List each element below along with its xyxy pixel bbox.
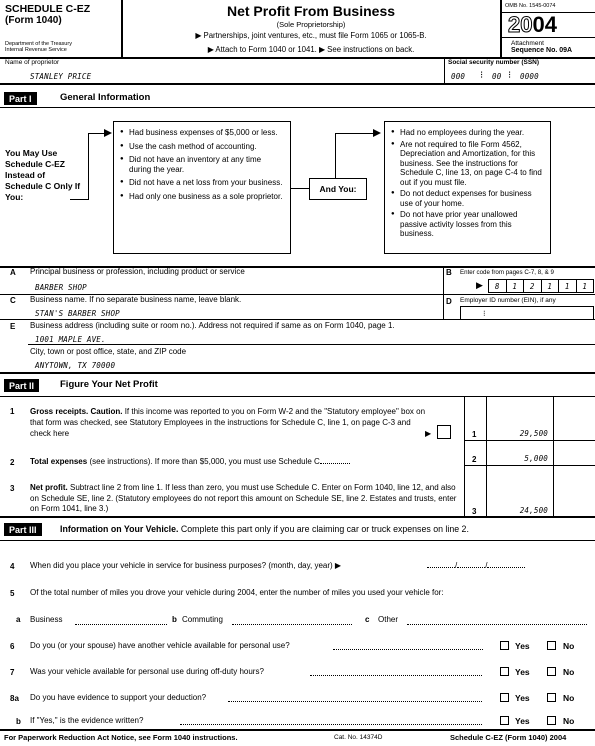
sequence-number: Sequence No. 09A (511, 47, 573, 54)
city-label: City, town or post office, state, and ZIP code (30, 347, 187, 356)
condition-item: ● Use the cash method of accounting. (120, 142, 284, 152)
line1-number: 1 (10, 407, 15, 416)
line2-text-bold: Total expenses (30, 457, 88, 466)
attachment-label: Attachment (511, 40, 544, 47)
line1-text (30, 406, 426, 439)
line3-number: 3 (10, 484, 15, 493)
business-code-digit: 1 (542, 280, 560, 292)
form-reference: (Form 1040) (5, 15, 62, 26)
line6-yes-checkbox[interactable] (500, 641, 509, 650)
line8b-no-label: No (563, 716, 575, 726)
line6-number: 6 (10, 642, 15, 651)
city-state-zip-field[interactable]: ANYTOWN, TX 70000 (35, 361, 116, 370)
conditions-list-b (391, 128, 544, 239)
line7-no-checkbox[interactable] (547, 667, 556, 676)
other-miles-field[interactable] (407, 615, 587, 627)
line7-yes-label: Yes (515, 667, 530, 677)
line1-box-number: 1 (472, 430, 477, 439)
line8b-leader (180, 716, 482, 727)
line-a-label: Principal business or profession, including product or service (30, 267, 245, 276)
line-b-letter: B (446, 268, 452, 277)
conditions-box-b (384, 121, 551, 254)
line3-text (30, 483, 462, 515)
line2-leader (320, 463, 350, 464)
ssn-part1[interactable]: 000 (451, 72, 466, 81)
conditions-list-a (120, 128, 284, 201)
line2-number: 2 (10, 458, 15, 467)
business-code-digit: 1 (582, 282, 588, 291)
business-name-field[interactable]: STAN'S BARBER SHOP (35, 309, 120, 318)
line6-no-label: No (563, 641, 575, 651)
line8b-yes-checkbox[interactable] (500, 716, 509, 725)
line6-leader (333, 641, 483, 652)
line8b-number: b (16, 717, 21, 726)
tax-year-bold: 04 (532, 12, 557, 37)
line-d-letter: D (446, 297, 452, 306)
condition-item: ● Did not have an inventory at any time during the year. (120, 155, 284, 174)
line8a-yes-checkbox[interactable] (500, 693, 509, 702)
line8a-no-checkbox[interactable] (547, 693, 556, 702)
schedule-name: SCHEDULE C-EZ (5, 3, 91, 15)
ein-field[interactable]: ⁝ (460, 306, 594, 319)
line8a-yes-label: Yes (515, 693, 530, 703)
department-label: Department of the Treasury (5, 41, 72, 47)
line6-no-checkbox[interactable] (547, 641, 556, 650)
line-d-label: Employer ID number (EIN), if any (460, 297, 556, 304)
proprietor-name-field[interactable]: STANLEY PRICE (30, 72, 92, 81)
ssn-separator: ⁝ (508, 70, 512, 81)
line5-text: Of the total number of miles you drove your vehicle during 2004, enter the number of miles you used your vehicle for: (30, 588, 444, 597)
line2-text-body: (see instructions). If more than $5,000, you must use Schedule C (89, 457, 320, 466)
line8b-no-checkbox[interactable] (547, 716, 556, 725)
irs-label: Internal Revenue Service (5, 47, 67, 53)
line8a-text: Do you have evidence to support your deduction? (30, 693, 207, 702)
part2-tab: Part II (4, 379, 39, 392)
proprietor-name-label: Name of proprietor (5, 59, 60, 66)
omb-number: OMB No. 1545-0074 (505, 3, 556, 9)
line5a-label: Business (30, 615, 63, 624)
line3-text-body: Subtract line 2 from line 1. If less than zero, you must use Schedule C. Enter on Form 1040, line 12, and also on Schedule SE, line 2. (Statutory employees do not report this amount on Schedule SE, line 2. Estates and trusts, enter on Form 1041, line 3.) (30, 483, 457, 513)
line2-box-number: 2 (472, 455, 477, 464)
total-expenses-amount[interactable]: 5,000 (524, 454, 548, 463)
line8a-leader (228, 693, 482, 704)
net-profit-amount[interactable]: 24,500 (519, 506, 548, 515)
line2-text (30, 457, 460, 467)
arrow-right-icon: ▶ (425, 429, 432, 438)
line5b-letter: b (172, 615, 177, 624)
part3-tab: Part III (4, 523, 42, 536)
line8b-yes-label: Yes (515, 716, 530, 726)
condition-item: ● Had no employees during the year. (391, 128, 544, 138)
business-code-box[interactable] (488, 279, 594, 293)
business-code-digit: 1 (507, 280, 525, 292)
ssn-label: Social security number (SSN) (448, 59, 540, 66)
paperwork-notice: For Paperwork Reduction Act Notice, see Form 1040 instructions. (4, 733, 238, 742)
eligibility-intro: You May Use Schedule C-EZ Instead of Schedule C Only If You: (5, 148, 81, 202)
ssn-part2[interactable]: 00 (492, 72, 502, 81)
line7-number: 7 (10, 668, 15, 677)
principal-business-field[interactable]: BARBER SHOP (35, 283, 87, 292)
condition-item: ● Had only one business as a sole proprietor. (120, 192, 284, 202)
and-you-label: And You: (319, 184, 357, 194)
line4-number: 4 (10, 562, 15, 571)
attach-instruction: ▶ Attach to Form 1040 or 1041. ▶ See instructions on back. (207, 45, 415, 54)
arrow-icon (373, 129, 381, 137)
line8b-text: If "Yes," is the evidence written? (30, 716, 144, 725)
business-code-digit: 2 (524, 280, 542, 292)
line6-text: Do you (or your spouse) have another vehicle available for personal use? (30, 641, 290, 650)
line3-box-number: 3 (472, 507, 477, 516)
vehicle-service-date-field[interactable]: / / (427, 561, 537, 570)
tax-year (508, 13, 557, 37)
condition-item: ● Did not have a net loss from your business. (120, 178, 284, 188)
part3-title-rest: Complete this part only if you are claiming car or truck expenses on line 2. (180, 524, 469, 534)
line5-number: 5 (10, 589, 15, 598)
line-b-label: Enter code from pages C-7, 8, & 9 (460, 269, 554, 276)
form-title: Net Profit From Business (226, 3, 396, 19)
part2-title: Figure Your Net Profit (60, 379, 158, 390)
tax-year-outline: 20 (508, 12, 533, 37)
line1-text-bold: Gross receipts. Caution. (30, 407, 123, 416)
line5b-label: Commuting (182, 615, 223, 624)
line7-yes-checkbox[interactable] (500, 667, 509, 676)
and-you-box (309, 178, 367, 200)
line7-no-label: No (563, 667, 575, 677)
part1-title: General Information (60, 92, 151, 103)
gross-receipts-amount[interactable]: 29,500 (519, 429, 548, 438)
arrow-right-icon: ▶ (476, 280, 483, 290)
line-e-label: Business address (including suite or room no.). Address not required if same as on Form 1040, page 1. (30, 321, 395, 330)
condition-item: ● Do not have prior year unallowed passive activity losses from this business. (391, 210, 544, 239)
line6-yes-label: Yes (515, 641, 530, 651)
line8a-number: 8a (10, 694, 19, 703)
partnership-instruction: ▶ Partnerships, joint ventures, etc., must file Form 1065 or 1065-B. (195, 31, 427, 40)
line7-leader (310, 667, 482, 678)
line5c-letter: c (365, 615, 370, 624)
business-address-field[interactable]: 1001 MAPLE AVE. (35, 335, 106, 344)
line-a-letter: A (10, 268, 16, 277)
arrow-icon (104, 129, 112, 137)
line1-text-body: If this income was reported to you on Form W-2 and the "Statutory employee" box on that form was checked, see Statutory Employees in the instructions for Schedule C, line 1, on page C-3 and check here (30, 407, 426, 438)
line7-text: Was your vehicle available for personal use during off-duty hours? (30, 667, 264, 676)
line5c-label: Other (378, 615, 399, 624)
line4-text: When did you place your vehicle in service for business purposes? (month, day, year) ▶ (30, 561, 342, 570)
part3-title-bold: Information on Your Vehicle. (60, 524, 179, 534)
statutory-employee-checkbox[interactable] (437, 425, 451, 439)
condition-item: ● Do not deduct expenses for business use of your home. (391, 189, 544, 208)
form-footer-name: Schedule C-EZ (Form 1040) 2004 (450, 733, 567, 742)
part3-title (60, 524, 590, 534)
business-code-digit: 1 (559, 280, 577, 292)
line-e-letter: E (10, 322, 16, 331)
condition-item: ● Are not required to file Form 4562, Depreciation and Amortization, for this business. See the instructions for Schedule C, line 13, on page C-4 to find out if you must file. (391, 140, 544, 188)
condition-item: ● Had business expenses of $5,000 or less. (120, 128, 284, 138)
line-c-label: Business name. If no separate business name, leave blank. (30, 295, 242, 304)
form-subtitle: (Sole Proprietorship) (276, 20, 346, 29)
line8a-no-label: No (563, 693, 575, 703)
business-miles-field[interactable] (75, 615, 167, 627)
business-code-digit: 8 (489, 280, 507, 292)
conditions-box-a (113, 121, 291, 254)
ssn-separator: ⁝ (480, 70, 484, 81)
catalog-number: Cat. No. 14374D (334, 734, 383, 741)
ssn-part3[interactable]: 0000 (520, 72, 539, 81)
line-c-letter: C (10, 296, 16, 305)
line3-text-bold: Net profit. (30, 483, 68, 492)
line5a-letter: a (16, 615, 21, 624)
commuting-miles-field[interactable] (232, 615, 352, 627)
part1-tab: Part I (4, 92, 37, 105)
